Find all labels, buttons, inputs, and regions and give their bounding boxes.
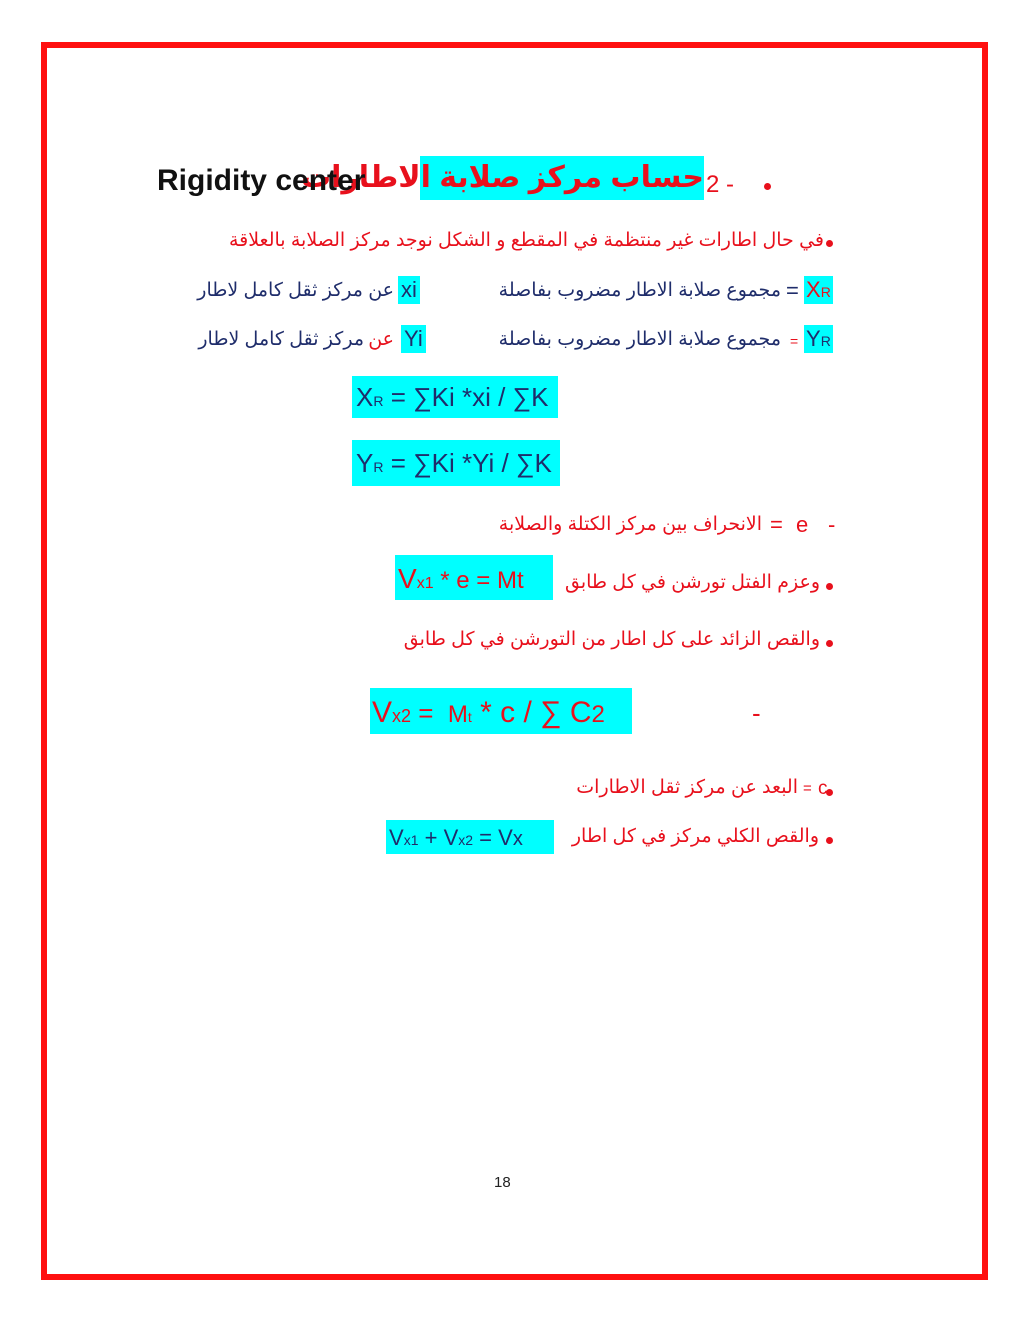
shear-extra-text: والقص الزائد على كل اطار من التورشن في كل طابق (403, 629, 820, 650)
c-def-eq: = (803, 780, 812, 797)
bullet-1-text: في حال اطارات غير منتظمة في المقطع و الشكل نوجد مركز الصلابة بالعلاقة (228, 230, 824, 251)
torsion-rest: * e = Mt (433, 567, 524, 594)
total-shear-formula (386, 820, 554, 854)
vx2-eq: = (411, 698, 448, 728)
bullet-2-label-main: X (806, 277, 821, 302)
yr-sub: R (373, 459, 384, 475)
bullet-3-var: Yi (401, 325, 426, 353)
torsion-v: V (398, 563, 417, 594)
page-border (41, 42, 988, 1280)
vx2-sub: x2 (392, 706, 412, 726)
bullet-3-an: عن (368, 329, 394, 350)
ts-eq: = (473, 825, 499, 850)
ts-v2: V (443, 825, 459, 850)
yr-rest: = ∑Ki *Yi / ∑K (383, 448, 552, 478)
bullet-3-text2: مركز ثقل كامل لاطار (198, 329, 364, 350)
xr-main: X (356, 382, 374, 412)
ecc-var: e (796, 512, 809, 537)
vx2-mt: M (447, 701, 468, 728)
bullet-1-dot (826, 240, 833, 247)
ecc-eq: = (770, 512, 783, 537)
bullet-3-text1: مجموع صلابة الاطار مضروب بفاصلة (498, 329, 781, 350)
ts-v3: V (498, 825, 513, 850)
bullet-2-label (804, 276, 833, 304)
ts-plus: + (418, 825, 444, 850)
heading-bullet (764, 183, 771, 190)
vx2-formula (370, 688, 632, 734)
c-def-var: c (818, 778, 828, 799)
bullet-3-eq: = (790, 333, 799, 349)
xr-sub: R (373, 393, 384, 409)
ecc-text: الانحراف بين مركز الكتلة والصلابة (498, 514, 762, 535)
bullet-2-eq: = (786, 278, 799, 303)
heading-english: Rigidity center (157, 164, 366, 197)
heading-number: 2 - (706, 171, 735, 198)
ts-s2: x2 (458, 832, 474, 848)
ts-s3: x (512, 828, 523, 850)
torsion-text: وعزم الفتل تورشن في كل طابق (564, 572, 820, 593)
yr-formula (352, 440, 560, 486)
total-shear-dot (826, 837, 833, 844)
torsion-sub: x1 (416, 575, 434, 592)
bullet-3-label-sub: R (820, 333, 831, 349)
vx2-dash: - (752, 698, 761, 728)
bullet-2-text1: مجموع صلابة الاطار مضروب بفاصلة (498, 280, 781, 301)
shear-extra-dot (826, 640, 833, 647)
bullet-3-label-main: Y (806, 326, 821, 351)
vx2-v: V (372, 696, 393, 729)
bullet-3-label (804, 325, 833, 353)
vx2-c-sub: 2 (591, 701, 605, 728)
bullet-2-label-sub: R (820, 284, 831, 300)
ts-s1: x1 (403, 832, 419, 848)
vx2-mt-sub: t (467, 709, 472, 725)
bullet-2-var: xi (398, 276, 420, 304)
c-def-text: البعد عن مركز ثقل الاطارات (576, 777, 798, 798)
total-shear-text: والقص الكلي مركز في كل اطار (571, 826, 819, 847)
xr-formula (352, 376, 558, 418)
torsion-dot (826, 583, 833, 590)
xr-rest: = ∑Ki *xi / ∑K (383, 382, 549, 412)
ts-v1: V (389, 825, 404, 850)
ecc-dash: - (828, 512, 836, 537)
heading-arabic: حساب مركز صلابة الاطارات (420, 156, 704, 200)
bullet-2-text2: عن مركز ثقل كامل لاطار (197, 280, 394, 301)
torsion-formula (395, 555, 553, 600)
yr-main: Y (356, 448, 374, 478)
page-number: 18 (494, 1174, 511, 1191)
vx2-rest: * c / ∑ C (471, 696, 592, 729)
